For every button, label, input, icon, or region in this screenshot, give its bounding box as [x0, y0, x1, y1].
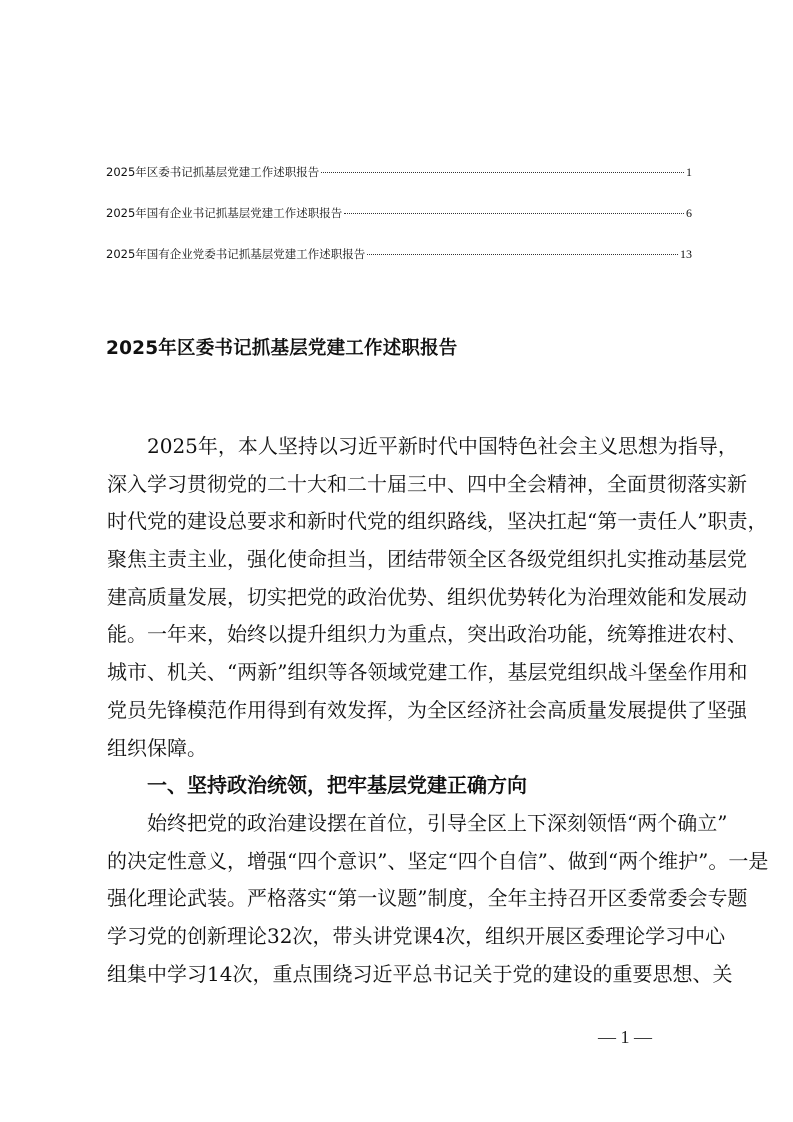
toc-entry-title: 2025年国有企业书记抓基层党建工作述职报告: [106, 206, 343, 220]
document-title: 2025年区委书记抓基层党建工作述职报告: [106, 338, 458, 359]
body-text-line: 强化理论武装。严格落实“第一议题”制度，全年主持召开区委常委会专题: [107, 886, 748, 911]
body-text-line: 能。一年来，始终以提升组织力为重点，突出政治功能，统筹推进农村、: [107, 622, 747, 647]
page-number: — 1 —: [598, 1027, 652, 1047]
body-text-line: 2025年，本人坚持以习近平新时代中国特色社会主义思想为指导，: [147, 434, 738, 458]
body-text-line: 时代党的建设总要求和新时代党的组织路线，坚决扛起“第一责任人”职责，: [107, 509, 768, 534]
toc-dot-leader: [321, 172, 684, 173]
body-text-line: 组织保障。: [107, 735, 207, 760]
document-body: [107, 428, 769, 993]
body-text-line: 学习党的创新理论32次，带头讲党课4次，组织开展区委理论学习中心: [107, 923, 726, 948]
toc-entry-title: 2025年国有企业党委书记抓基层党建工作述职报告: [106, 247, 366, 261]
toc-entry-title: 2025年区委书记抓基层党建工作述职报告: [106, 165, 320, 179]
body-text-line: 始终把党的政治建设摆在首位，引导全区上下深刻领悟“两个确立”: [147, 810, 728, 835]
toc-dot-leader: [367, 254, 678, 255]
body-text-line: 聚焦主责主业，强化使命担当，团结带领全区各级党组织扎实推动基层党: [107, 547, 747, 572]
body-text-line: 党员先锋模范作用得到有效发挥，为全区经济社会高质量发展提供了坚强: [107, 697, 747, 722]
toc-dot-leader: [344, 213, 684, 214]
section-heading: 一、坚持政治统领，把牢基层党建正确方向: [147, 773, 527, 798]
body-text-line: 的决定性意义，增强“四个意识”、坚定“四个自信”、做到“两个维护”。一是: [107, 848, 769, 873]
toc-entry-page: 1: [686, 165, 692, 179]
toc-entry[interactable]: [106, 203, 692, 244]
body-text-line: 建高质量发展，切实把党的政治优势、组织优势转化为治理效能和发展动: [107, 584, 747, 609]
body-text-line: 城市、机关、“两新”组织等各领域党建工作，基层党组织战斗堡垒作用和: [107, 660, 748, 685]
toc-entry[interactable]: [106, 162, 692, 203]
body-text-line: 深入学习贯彻党的二十大和二十届三中、四中全会精神，全面贯彻落实新: [107, 471, 747, 496]
body-text-line: 组集中学习14次，重点围绕习近平总书记关于党的建设的重要思想、关: [107, 961, 733, 986]
toc-entry-page: 6: [686, 206, 692, 220]
toc-entry[interactable]: [106, 244, 692, 285]
toc-entry-page: 13: [680, 247, 692, 261]
table-of-contents: [106, 162, 692, 285]
